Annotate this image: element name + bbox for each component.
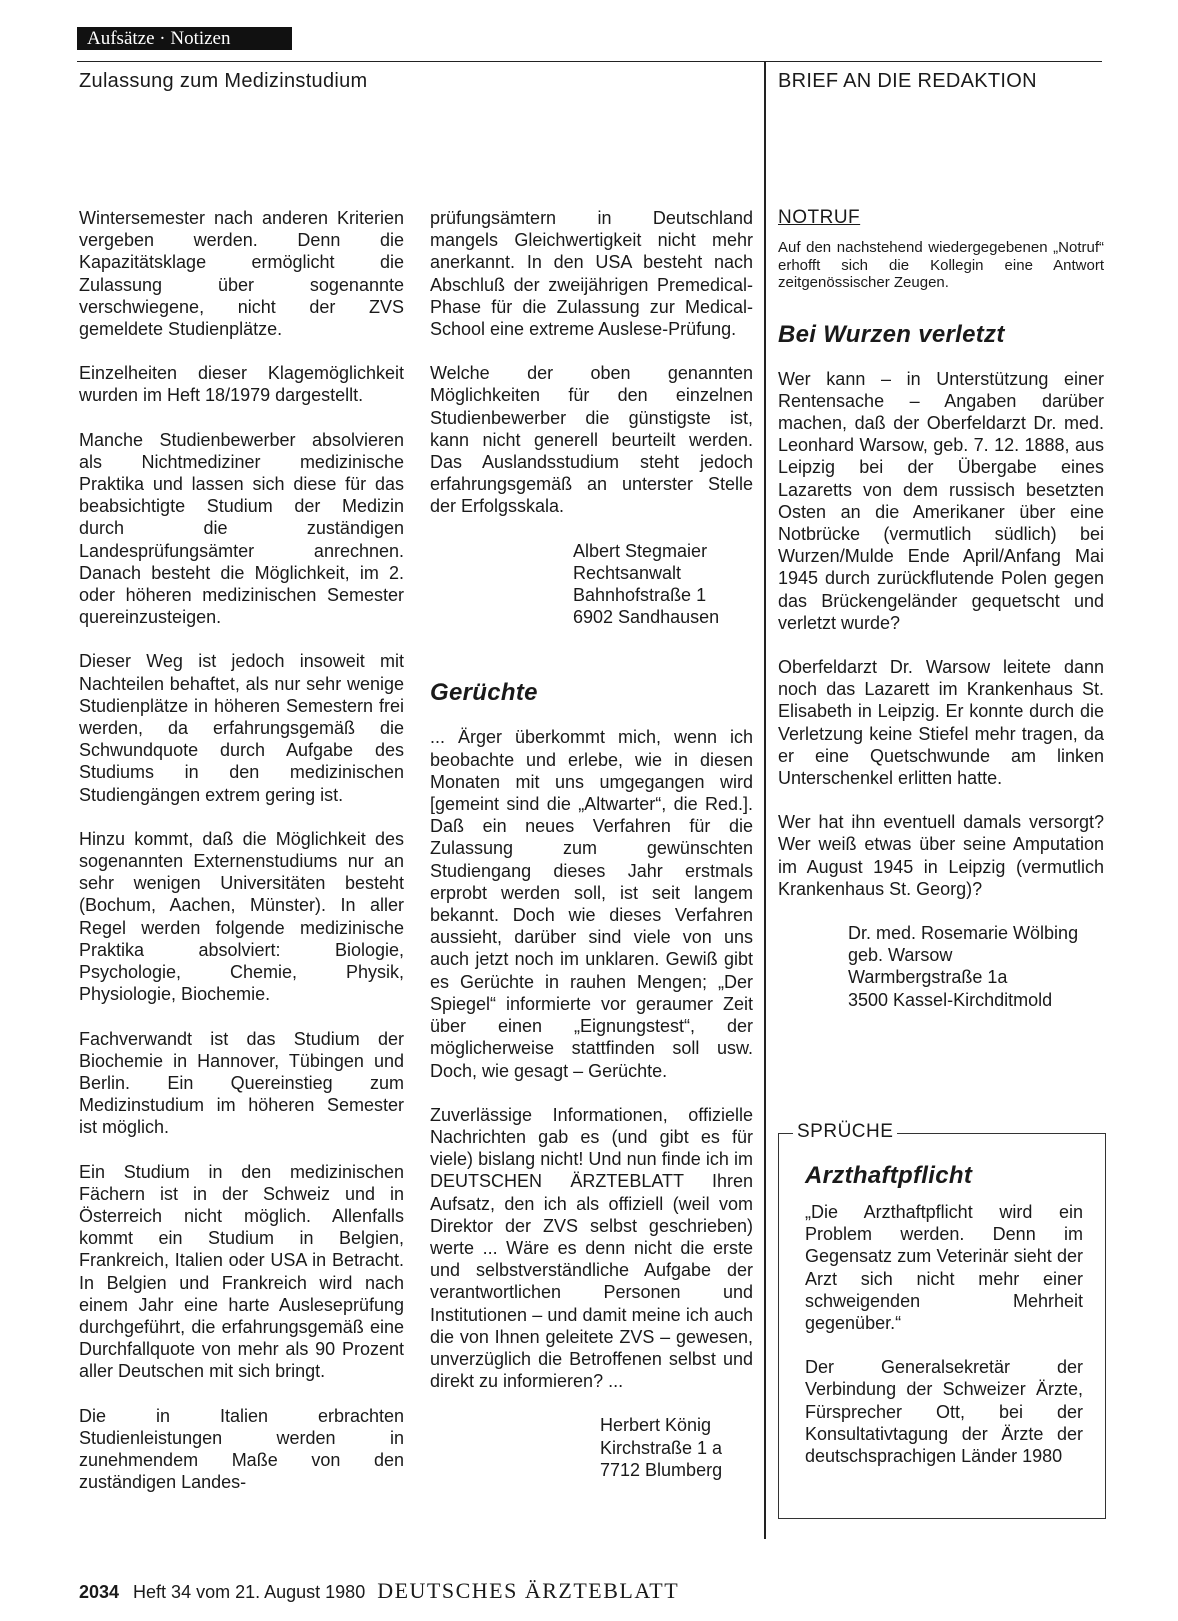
signature-stegmaier — [573, 540, 753, 629]
signature-line: Albert Stegmaier — [573, 540, 708, 561]
magazine-name: DEUTSCHES ÄRZTEBLATT — [377, 1578, 680, 1603]
section-title-right: BRIEF AN DIE REDAKTION — [778, 70, 1037, 92]
signature-line: Kirchstraße 1 a — [600, 1437, 723, 1458]
signature-line: Herbert König — [600, 1415, 712, 1436]
page-footer — [79, 1578, 679, 1604]
signature-line: Rechtsanwalt — [573, 562, 682, 583]
headline-geruechte: Gerüchte — [430, 679, 538, 707]
signature-line: Bahnhofstraße 1 — [573, 585, 707, 606]
paragraph: Zuverlässige Informationen, offizielle Nachrichten gab es (und gibt es für viele) bislang nicht! Und nun finde ich im DEUTSCHEN ÄRZTEBLATT Ihren Aufsatz, den ich als offiziell (weil vom Direktor der ZVS selbst geschrieben) werte ... Wäre es denn nicht die erste und selbstverständliche Aufgabe der verantwortlichen Personen und Institutionen – und damit meine ich auch die von Ihnen geleitete ZVS – gewesen, unverzüglich die Betroffenen selbst und direkt zu informieren? ... — [430, 1104, 753, 1392]
signature-line: 7712 Blumberg — [600, 1459, 723, 1480]
paragraph: Dieser Weg ist jedoch insoweit mit Nachteilen behaftet, als nur sehr wenige Studienplätze in höheren Semestern frei werden, da erfahrungsgemäß die Schwundquote durch Aufgabe des Studiums in den medizinischen Studiengängen extrem gering ist. — [79, 651, 404, 805]
column-3 — [778, 207, 1104, 1033]
headline-arzthaftpflicht: Arzthaftpflicht — [805, 1162, 973, 1189]
paragraph: Welche der oben genannten Möglichkeiten für den einzelnen Studienbewerber die günstigste ist, kann nicht generell beurteilt werden. Das Auslandsstudium steht jedoch erfahrungsgemäß an unterster Stelle der Erfolgsskala. — [430, 363, 753, 517]
box-content — [805, 1161, 1083, 1489]
column-divider — [764, 61, 766, 1539]
column-2 — [430, 207, 753, 1503]
signature-line: Dr. med. Rosemarie Wölbing — [848, 922, 1079, 943]
column-1 — [79, 207, 404, 1493]
signature-woelbing — [848, 922, 1104, 1011]
paragraph: prüfungsämtern in Deutschland mangels Gleichwertigkeit nicht mehr anerkannt. In den USA besteht nach Abschluß der zweijährigen Premedical-Phase für die Zulassung zur Medical-School eine extreme Auslese-Prüfung. — [430, 208, 753, 340]
quote-source: Der Generalsekretär der Verbindung der Schweizer Ärzte, Fürsprecher Ott, bei der Konsultativtagung der Ärzte der deutschsprachigen Länder 1980 — [805, 1357, 1083, 1467]
signature-line: Warmbergstraße 1a — [848, 967, 1008, 988]
paragraph: Fachverwandt ist das Studium der Biochemie in Hannover, Tübingen und Berlin. Ein Quereinstieg zum Medizinstudium im höheren Semester ist möglich. — [79, 1028, 404, 1138]
header-rule — [77, 61, 1102, 62]
signature-line: 6902 Sandhausen — [573, 607, 720, 628]
paragraph: Einzelheiten dieser Klagemöglichkeit wurden im Heft 18/1979 dargestellt. — [79, 363, 404, 406]
section-title-left: Zulassung zum Medizinstudium — [79, 70, 368, 92]
sprueche-box — [778, 1121, 1106, 1519]
paragraph: Ein Studium in den medizinischen Fächern ist in der Schweiz und in Österreich nicht möglich. Allenfalls kommt ein Studium in Belgien, Frankreich, Italien oder USA in Betracht. In Belgien und Frankreich wird nach einem Jahr eine harte Ausleseprüfung durchgeführt, die erfahrungsgemäß eine Durchfallquote von mehr als 90 Prozent aller Deutschen mit sich bringt. — [79, 1161, 404, 1382]
paragraph: ... Ärger überkommt mich, wenn ich beobachte und erlebe, wie in diesen Monaten mit uns umgegangen wird [gemeint sind die „Altwarter“, die Red.]. Daß ein neues Verfahren für die Zulassung zum gewünschten Studiengang dieses Jahr erstmals erprobt werden soll, ist seit langem bekannt. Doch wie dieses Verfahren aussieht, darüber sind viele von uns auch jetzt noch im unklaren. Gewiß gibt es Gerüchte in rauhen Mengen; „Der Spiegel“ informierte vor geraumer Zeit über einen „Eignungstest“, der möglicherweise stattfinden soll usw. Doch, wie gesagt – Gerüchte. — [430, 727, 753, 1081]
paragraph: Wer kann – in Unterstützung einer Rentensache – Angaben darüber machen, daß der Oberfeldarzt Dr. med. Leonhard Warsow, geb. 7. 12. 1888, aus Leipzig bei der Übergabe eines Lazaretts von dem russisch besetzten Osten an die Amerikaner über eine Notbrücke (vermutlich südlich) bei Wurzen/Mulde Ende April/Anfang Mai 1945 durch zurückflutende Polen gegen das Brückengeländer gequetscht und verletzt wurde? — [778, 368, 1104, 633]
box-label: SPRÜCHE — [793, 1121, 897, 1143]
paragraph: Die in Italien erbrachten Studienleistungen werden in zunehmendem Maße von den zuständigen Landes- — [79, 1405, 404, 1493]
paragraph: Wer hat ihn eventuell damals versorgt? Wer weiß etwas über seine Amputation im August 1945 in Leipzig (vermutlich Krankenhaus St. Georg)? — [778, 812, 1104, 899]
signature-line: 3500 Kassel-Kirchditmold — [848, 989, 1053, 1010]
signature-koenig — [600, 1414, 753, 1481]
section-tag: Aufsätze · Notizen — [77, 27, 292, 50]
quote: „Die Arzthaftpflicht wird ein Problem werden. Denn im Gegensatz zum Veterinär sieht der Arzt sich nicht mehr einer schweigenden Mehrheit gegenüber.“ — [805, 1202, 1083, 1334]
page-number: 2034 — [79, 1582, 120, 1602]
signature-line: geb. Warsow — [848, 945, 953, 966]
lead-text: Auf den nachstehend wiedergegebenen „Notruf“ erhofft sich die Kollegin eine Antwort zeitgenössischer Zeugen. — [778, 239, 1104, 291]
paragraph: Oberfeldarzt Dr. Warsow leitete dann noch das Lazarett im Krankenhaus St. Elisabeth in Leipzig. Er konnte durch die Verletzung keine Stiefel mehr tragen, da er eine Quetschwunde am linken Unterschenkel erlitten hatte. — [778, 656, 1104, 788]
paragraph: Manche Studienbewerber absolvieren als Nichtmediziner medizinische Praktika und lassen sich diese für das beabsichtigte Studium der Medizin durch die zuständigen Landesprüfungsämter anrechnen. Danach besteht die Möglichkeit, im 2. oder höheren medizinischen Semester quereinzusteigen. — [79, 429, 404, 628]
kicker-notruf: NOTRUF — [778, 207, 861, 228]
issue-info: Heft 34 vom 21. August 1980 — [133, 1582, 366, 1602]
paragraph: Hinzu kommt, daß die Möglichkeit des sogenannten Externenstudiums nur an sehr wenigen Universitäten besteht (Bochum, Aachen, Münster). In aller Regel werden folgende medizinische Praktika absolviert: Biologie, Psychologie, Chemie, Physik, Physiologie, Biochemie. — [79, 828, 404, 1005]
paragraph: Wintersemester nach anderen Kriterien vergeben werden. Denn die Kapazitätsklage ermöglicht die Zulassung über sogenannte verschwiegene, nicht der ZVS gemeldete Studienplätze. — [79, 208, 404, 340]
headline-wurzen: Bei Wurzen verletzt — [778, 320, 1005, 348]
